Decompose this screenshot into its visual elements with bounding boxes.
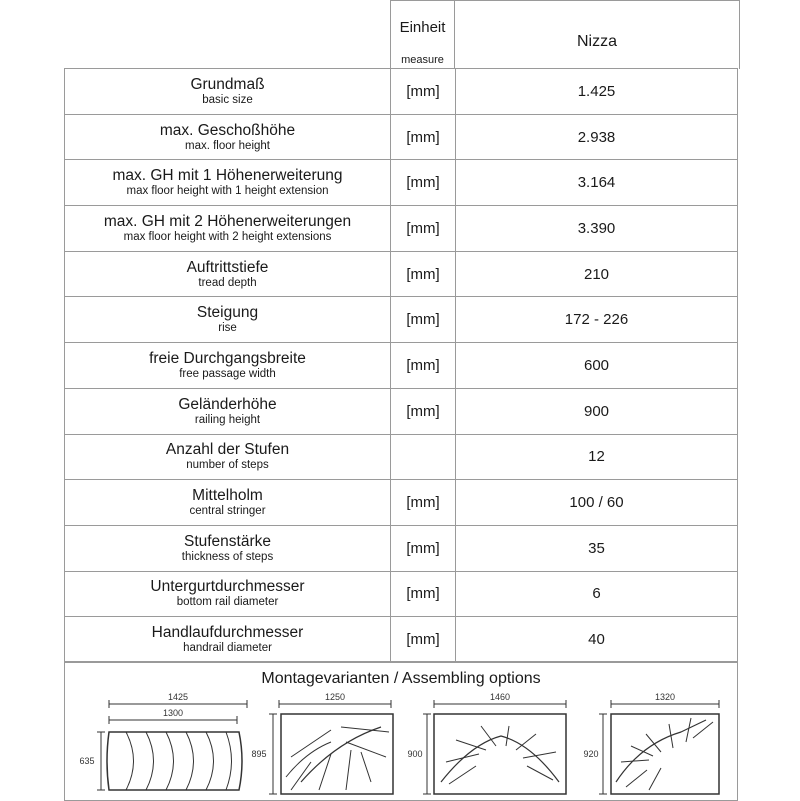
spec-label-de: Auftrittstiefe	[186, 258, 269, 276]
table-row	[65, 434, 738, 480]
assembly-diagrams	[1, 662, 800, 800]
unit-header-de: Einheit	[399, 19, 446, 36]
assembly-variant-4	[599, 700, 719, 794]
variant-1-height: 635	[79, 756, 95, 766]
spec-unit: [mm]	[391, 525, 456, 571]
spec-label	[65, 480, 391, 526]
spec-label-en: max floor height with 2 height extensions	[123, 230, 332, 243]
spec-unit: [mm]	[391, 160, 456, 206]
spec-label-en: rise	[218, 322, 237, 335]
table-row	[65, 343, 738, 389]
spec-value: 900	[456, 388, 738, 434]
table-row	[65, 160, 738, 206]
spec-label-de: Anzahl der Stufen	[165, 441, 290, 459]
table-row	[65, 571, 738, 617]
spec-label	[65, 617, 391, 663]
spec-label-en: free passage width	[179, 367, 276, 380]
spec-unit: [mm]	[391, 114, 456, 160]
spec-label-de: freie Durchgangsbreite	[149, 349, 306, 367]
spec-value: 12	[456, 434, 738, 480]
spec-unit: [mm]	[391, 571, 456, 617]
spec-value: 1.425	[456, 69, 738, 115]
unit-column-header	[391, 1, 455, 69]
spec-label-en: max. floor height	[184, 139, 270, 152]
spec-label-en: basic size	[202, 93, 253, 106]
variant-4-height: 920	[583, 749, 599, 759]
spec-label-de: max. Geschoßhöhe	[159, 121, 296, 139]
assembly-variant-3	[423, 700, 566, 794]
spec-label	[65, 69, 391, 115]
table-header	[390, 0, 740, 69]
table-row	[65, 480, 738, 526]
spec-label-de: Grundmaß	[190, 75, 265, 93]
spec-unit: [mm]	[391, 69, 456, 115]
table-row	[65, 251, 738, 297]
spec-table	[64, 68, 738, 663]
table-row	[65, 114, 738, 160]
spec-label	[65, 525, 391, 571]
spec-unit: [mm]	[391, 297, 456, 343]
spec-value: 600	[456, 343, 738, 389]
unit-header-en: measure	[401, 54, 444, 66]
variant-2-width: 1250	[324, 692, 346, 702]
spec-label-de: Steigung	[196, 304, 259, 322]
variant-2-height: 895	[251, 749, 267, 759]
spec-label	[65, 388, 391, 434]
table-row	[65, 525, 738, 571]
table-row	[65, 69, 738, 115]
table-row	[65, 388, 738, 434]
spec-value: 3.164	[456, 160, 738, 206]
table-row	[65, 206, 738, 252]
spec-label-de: Mittelholm	[192, 487, 263, 505]
spec-label	[65, 251, 391, 297]
spec-label	[65, 160, 391, 206]
variant-1-outer-width: 1425	[167, 692, 189, 702]
spec-label-en: number of steps	[186, 459, 269, 472]
spec-value: 35	[456, 525, 738, 571]
spec-label-de: max. GH mit 2 Höhenerweiterungen	[103, 212, 352, 230]
spec-label-en: railing height	[194, 413, 261, 426]
spec-label-de: Geländerhöhe	[178, 395, 277, 413]
spec-unit: [mm]	[391, 388, 456, 434]
spec-value: 210	[456, 251, 738, 297]
table-row	[65, 617, 738, 663]
spec-value: 100 / 60	[456, 480, 738, 526]
spec-label-en: thickness of steps	[181, 550, 274, 563]
spec-label-de: Stufenstärke	[183, 532, 272, 550]
variant-3-width: 1460	[489, 692, 511, 702]
spec-label-de: Untergurtdurchmesser	[150, 578, 305, 596]
spec-label-en: handrail diameter	[183, 642, 272, 655]
spec-label	[65, 571, 391, 617]
assembly-variant-2	[269, 700, 393, 794]
spec-label	[65, 297, 391, 343]
spec-label	[65, 114, 391, 160]
table-row	[65, 297, 738, 343]
assembly-options-section	[64, 661, 738, 801]
spec-label-de: Handlaufdurchmesser	[151, 624, 304, 642]
spec-label	[65, 434, 391, 480]
assembly-title: Montagevarianten / Assembling options	[261, 670, 541, 687]
spec-label-en: max floor height with 1 height extension	[126, 185, 329, 198]
spec-unit: [mm]	[391, 251, 456, 297]
variant-4-width: 1320	[654, 692, 676, 702]
spec-unit: [mm]	[391, 617, 456, 663]
spec-label-en: tread depth	[198, 276, 257, 289]
spec-unit: [mm]	[391, 343, 456, 389]
spec-unit: [mm]	[391, 206, 456, 252]
spec-unit: [mm]	[391, 480, 456, 526]
variant-1-inner-width: 1300	[162, 708, 184, 718]
product-name-header: Nizza	[576, 33, 617, 50]
spec-value: 3.390	[456, 206, 738, 252]
spec-label	[65, 343, 391, 389]
spec-value: 40	[456, 617, 738, 663]
spec-label	[65, 206, 391, 252]
spec-value: 172 - 226	[456, 297, 738, 343]
variant-3-height: 900	[407, 749, 423, 759]
spec-label-de: max. GH mit 1 Höhenerweiterung	[112, 167, 343, 185]
spec-value: 2.938	[456, 114, 738, 160]
spec-label-en: central stringer	[189, 505, 266, 518]
spec-value: 6	[456, 571, 738, 617]
spec-unit	[391, 434, 456, 480]
spec-label-en: bottom rail diameter	[176, 596, 279, 609]
